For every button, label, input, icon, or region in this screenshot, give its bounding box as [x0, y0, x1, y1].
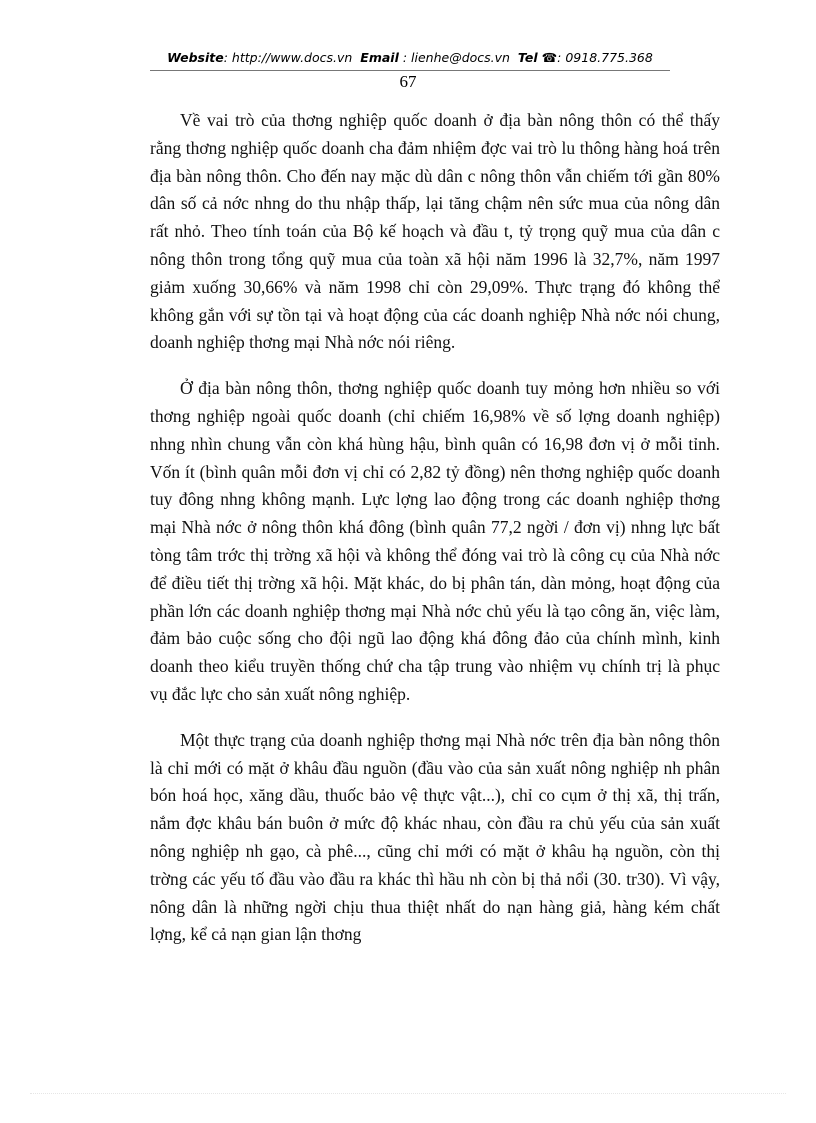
website-url[interactable]: : http://www.docs.vn [223, 50, 353, 65]
paragraph-1: Về vai trò của thơng nghiệp quốc doanh ở địa bàn nông thôn có thể thấy rằng thơng nghiệp quốc doanh cha đảm nhiệm đợc vai trò lu thông hàng hoá trên địa bàn nông thôn. Cho đến nay mặc dù dân c nông thôn vẫn chiếm tới gần 80% dân số cả nớc nhng do thu nhập thấp, lại tăng chậm nên sức mua của nông dân rất nhỏ. Theo tính toán của Bộ kế hoạch và đầu t, tỷ trọng quỹ mua của dân c nông thôn trong tổng quỹ mua của toàn xã hội năm 1996 là 32,7%, năm 1997 giảm xuống 30,66% và năm 1998 chỉ còn 29,09%. Thực trạng đó không thể không gắn với sự tồn tại và hoạt động của các doanh nghiệp Nhà nớc nói chung, doanh nghiệp thơng mại Nhà nớc nói riêng. [150, 110, 720, 353]
phone-icon: ☎ [541, 50, 558, 65]
paragraph-3: Một thực trạng của doanh nghiệp thơng mại Nhà nớc trên địa bàn nông thôn là chỉ mới có mặt ở khâu đầu nguồn (đầu vào của sản xuất nông nghiệp nh phân bón hoá học, xăng dầu, thuốc bảo vệ thực vật...), chỉ co cụm ở thị xã, thị trấn, nắm đợc khâu bán buôn ở mức độ khác nhau, còn đầu ra chủ yếu của sản xuất nông nghiệp nh gạo, cà phê..., cũng chỉ mới có mặt ở khâu hạ nguồn, còn thị trờng các yếu tố đầu vào đầu ra khác thì hầu nh còn bị thả nổi (30. tr30). Vì vậy, nông dân là những ngời chịu thua thiệt nhất do nạn hàng giả, hàng kém chất lợng, kể cả nạn gian lận thơng [150, 729, 720, 945]
email-address[interactable]: : lienhe@docs.vn [402, 50, 510, 65]
header-divider [150, 70, 670, 71]
paragraph-2: Ở địa bàn nông thôn, thơng nghiệp quốc doanh tuy mỏng hơn nhiều so với thơng nghiệp ngoài quốc doanh (chỉ chiếm 16,98% về số lợng doanh nghiệp) nhng nhìn chung vẫn còn khá hùng hậu, bình quân có 16,98 đơn vị ở mỗi tỉnh. Vốn ít (bình quân mỗi đơn vị chỉ có 2,82 tỷ đồng) nên thơng nghiệp quốc doanh tuy đông nhng không mạnh. Lực lợng lao động trong các doanh nghiệp thơng mại Nhà nớc ở nông thôn khá đông (bình quân 77,2 ngời / đơn vị) nhng lực bất tòng tâm trớc thị trờng xã hội và không thể đóng vai trò là công cụ của Nhà nớc để điều tiết thị trờng xã hội. Mặt khác, do bị phân tán, dàn mỏng, hoạt động của phần lớn các doanh nghiệp thơng mại Nhà nớc chủ yếu là tạo công ăn, việc làm, đảm bảo cuộc sống cho đội ngũ lao động khá đông đảo của chính mình, kinh doanh theo kiểu truyền thống chứ cha tập trung vào nhiệm vụ chính trị là phục vụ đắc lực cho sản xuất nông nghiệp. [150, 378, 720, 704]
page-number: 67 [399, 72, 417, 91]
website-label: Website [167, 50, 224, 65]
tel-number: : 0918.775.368 [557, 50, 653, 65]
page-header [150, 50, 670, 65]
document-body [150, 107, 720, 967]
tel-label: Tel [517, 50, 538, 65]
footer-divider [30, 1093, 786, 1094]
email-label: Email [360, 50, 399, 65]
